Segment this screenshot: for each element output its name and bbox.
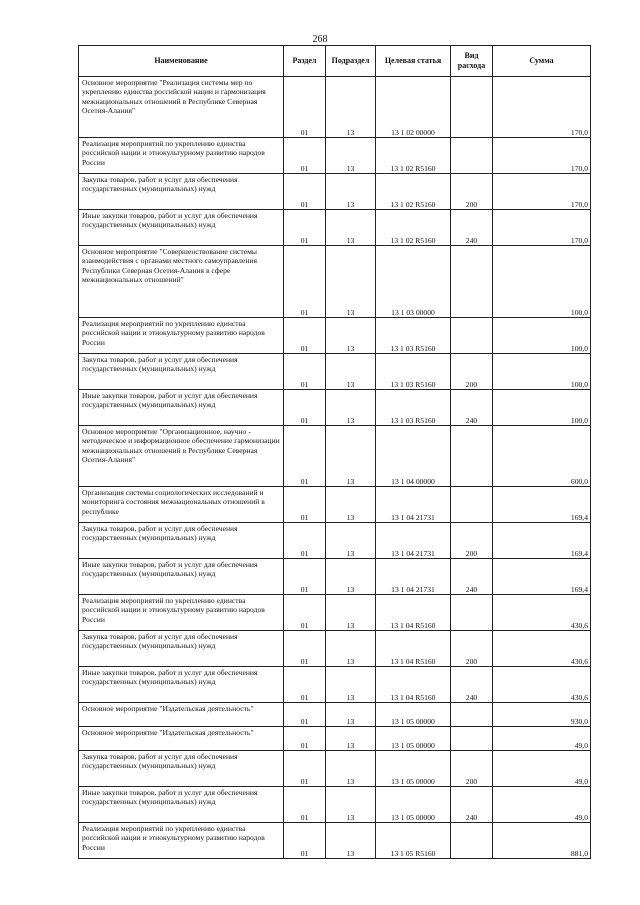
- row-section-cell: 01: [284, 631, 326, 667]
- column-header-expense: Вид расхода: [451, 46, 493, 77]
- row-subsection-cell: 13: [326, 667, 376, 703]
- row-article-cell: 13 1 05 00000: [376, 703, 451, 727]
- row-expense-cell: 200: [451, 354, 493, 390]
- table-row: [79, 390, 591, 426]
- column-header-section: Раздел: [284, 46, 326, 77]
- row-article-cell: 13 1 04 21731: [376, 559, 451, 595]
- row-subsection-cell: 13: [326, 787, 376, 823]
- column-header-subsection: Подраздел: [326, 46, 376, 77]
- column-header-name: Наименование: [79, 46, 284, 77]
- row-article-cell: 13 1 02 R5160: [376, 210, 451, 246]
- table-row: [79, 487, 591, 523]
- row-sum-cell: 49,0: [493, 727, 591, 751]
- row-section-cell: 01: [284, 751, 326, 787]
- row-section-cell: 01: [284, 667, 326, 703]
- row-expense-cell: [451, 595, 493, 631]
- row-expense-cell: 240: [451, 787, 493, 823]
- row-sum-cell: 169,4: [493, 487, 591, 523]
- table-row: [79, 751, 591, 787]
- row-subsection-cell: 13: [326, 390, 376, 426]
- row-expense-cell: [451, 727, 493, 751]
- row-expense-cell: [451, 426, 493, 487]
- row-expense-cell: [451, 318, 493, 354]
- row-subsection-cell: 13: [326, 703, 376, 727]
- row-sum-cell: 430,6: [493, 631, 591, 667]
- row-article-cell: 13 1 05 00000: [376, 727, 451, 751]
- row-article-cell: 13 1 03 R5160: [376, 390, 451, 426]
- row-sum-cell: 930,0: [493, 703, 591, 727]
- row-section-cell: 01: [284, 77, 326, 138]
- row-name-cell: Иные закупки товаров, работ и услуг для обеспечения государственных (муниципальных) нужд: [79, 559, 284, 595]
- row-name-cell: Закупка товаров, работ и услуг для обеспечения государственных (муниципальных) нужд: [79, 523, 284, 559]
- row-sum-cell: 169,4: [493, 559, 591, 595]
- row-section-cell: 01: [284, 559, 326, 595]
- row-name-cell: Иные закупки товаров, работ и услуг для обеспечения государственных (муниципальных) нужд: [79, 210, 284, 246]
- row-expense-cell: 200: [451, 631, 493, 667]
- row-subsection-cell: 13: [326, 426, 376, 487]
- row-article-cell: 13 1 04 R5160: [376, 667, 451, 703]
- table-row: [79, 823, 591, 859]
- column-header-article: Целевая статья: [376, 46, 451, 77]
- row-article-cell: 13 1 03 R5160: [376, 354, 451, 390]
- row-section-cell: 01: [284, 174, 326, 210]
- row-name-cell: Основное мероприятие "Реализация системы мер по укреплению единства российской нации и гармонизация межнациональных отношений в Республике Северная Осетия-Алания": [79, 77, 284, 138]
- row-section-cell: 01: [284, 727, 326, 751]
- row-sum-cell: 430,6: [493, 595, 591, 631]
- row-section-cell: 01: [284, 354, 326, 390]
- row-section-cell: 01: [284, 318, 326, 354]
- row-sum-cell: 49,0: [493, 787, 591, 823]
- table-row: [79, 174, 591, 210]
- row-name-cell: Закупка товаров, работ и услуг для обеспечения государственных (муниципальных) нужд: [79, 354, 284, 390]
- row-expense-cell: 200: [451, 174, 493, 210]
- row-section-cell: 01: [284, 487, 326, 523]
- table-row: [79, 77, 591, 138]
- row-subsection-cell: 13: [326, 595, 376, 631]
- row-name-cell: Закупка товаров, работ и услуг для обеспечения государственных (муниципальных) нужд: [79, 174, 284, 210]
- table-row: [79, 354, 591, 390]
- row-section-cell: 01: [284, 787, 326, 823]
- row-sum-cell: 100,0: [493, 318, 591, 354]
- row-sum-cell: 170,0: [493, 138, 591, 174]
- table-header-row: [79, 46, 591, 77]
- row-sum-cell: 169,4: [493, 523, 591, 559]
- row-sum-cell: 49,0: [493, 751, 591, 787]
- row-name-cell: Реализация мероприятий по укреплению единства российской нации и этнокультурному развитию народов России: [79, 318, 284, 354]
- row-article-cell: 13 1 04 R5160: [376, 631, 451, 667]
- page-number: 268: [312, 34, 328, 45]
- row-name-cell: Закупка товаров, работ и услуг для обеспечения государственных (муниципальных) нужд: [79, 751, 284, 787]
- row-subsection-cell: 13: [326, 523, 376, 559]
- row-expense-cell: [451, 77, 493, 138]
- row-sum-cell: 170,0: [493, 174, 591, 210]
- row-name-cell: Основное мероприятие "Издательская деятельность": [79, 703, 284, 727]
- table-row: [79, 595, 591, 631]
- row-subsection-cell: 13: [326, 751, 376, 787]
- row-subsection-cell: 13: [326, 631, 376, 667]
- row-subsection-cell: 13: [326, 138, 376, 174]
- row-section-cell: 01: [284, 703, 326, 727]
- row-expense-cell: [451, 703, 493, 727]
- table-row: [79, 318, 591, 354]
- table-row: [79, 523, 591, 559]
- table-row: [79, 667, 591, 703]
- row-sum-cell: 100,0: [493, 354, 591, 390]
- table-row: [79, 210, 591, 246]
- row-article-cell: 13 1 05 00000: [376, 787, 451, 823]
- row-name-cell: Иные закупки товаров, работ и услуг для обеспечения государственных (муниципальных) нужд: [79, 390, 284, 426]
- row-name-cell: Основное мероприятие "Издательская деятельность": [79, 727, 284, 751]
- row-section-cell: 01: [284, 390, 326, 426]
- row-name-cell: Закупка товаров, работ и услуг для обеспечения государственных (муниципальных) нужд: [79, 631, 284, 667]
- row-article-cell: 13 1 02 00000: [376, 77, 451, 138]
- row-subsection-cell: 13: [326, 354, 376, 390]
- row-sum-cell: 100,0: [493, 246, 591, 318]
- row-subsection-cell: 13: [326, 559, 376, 595]
- column-header-sum: Сумма: [493, 46, 591, 77]
- row-article-cell: 13 1 03 R5160: [376, 318, 451, 354]
- table-row: [79, 631, 591, 667]
- row-article-cell: 13 1 05 00000: [376, 751, 451, 787]
- row-article-cell: 13 1 02 R5160: [376, 138, 451, 174]
- row-subsection-cell: 13: [326, 246, 376, 318]
- row-article-cell: 13 1 04 R5160: [376, 595, 451, 631]
- row-section-cell: 01: [284, 210, 326, 246]
- row-article-cell: 13 1 05 R5160: [376, 823, 451, 859]
- row-expense-cell: 200: [451, 523, 493, 559]
- row-section-cell: 01: [284, 246, 326, 318]
- row-section-cell: 01: [284, 595, 326, 631]
- row-article-cell: 13 1 04 21731: [376, 523, 451, 559]
- row-expense-cell: 240: [451, 559, 493, 595]
- row-name-cell: Основное мероприятие "Совершенствование системы взаимодействия с органами местного самоуправления Республики Северная Осетия-Алания в сфере межнациональных отношений": [79, 246, 284, 318]
- row-article-cell: 13 1 04 00000: [376, 426, 451, 487]
- table-row: [79, 138, 591, 174]
- row-sum-cell: 881,0: [493, 823, 591, 859]
- row-subsection-cell: 13: [326, 210, 376, 246]
- row-sum-cell: 170,0: [493, 210, 591, 246]
- budget-table: [78, 45, 591, 859]
- row-expense-cell: [451, 138, 493, 174]
- row-section-cell: 01: [284, 523, 326, 559]
- row-section-cell: 01: [284, 823, 326, 859]
- row-name-cell: Организация системы социологических исследований и мониторинга состояния межнациональных отношений в республике: [79, 487, 284, 523]
- table-row: [79, 559, 591, 595]
- row-section-cell: 01: [284, 426, 326, 487]
- row-sum-cell: 100,0: [493, 390, 591, 426]
- table-row: [79, 787, 591, 823]
- row-section-cell: 01: [284, 138, 326, 174]
- row-expense-cell: 240: [451, 390, 493, 426]
- table-row: [79, 703, 591, 727]
- row-sum-cell: 170,0: [493, 77, 591, 138]
- row-sum-cell: 430,6: [493, 667, 591, 703]
- row-expense-cell: [451, 487, 493, 523]
- row-name-cell: Реализация мероприятий по укреплению единства российской нации и этнокультурному развитию народов России: [79, 823, 284, 859]
- row-expense-cell: [451, 823, 493, 859]
- row-name-cell: Основное мероприятие "Организационное, научно - методическое и информационное обеспечение гармонизации межнациональных отношений в Республике Северная Осетия-Алания": [79, 426, 284, 487]
- row-subsection-cell: 13: [326, 727, 376, 751]
- row-subsection-cell: 13: [326, 77, 376, 138]
- row-subsection-cell: 13: [326, 823, 376, 859]
- row-article-cell: 13 1 04 21731: [376, 487, 451, 523]
- table-row: [79, 426, 591, 487]
- row-name-cell: Реализация мероприятий по укреплению единства российской нации и этнокультурному развитию народов России: [79, 595, 284, 631]
- row-expense-cell: 200: [451, 751, 493, 787]
- row-expense-cell: 240: [451, 667, 493, 703]
- row-sum-cell: 600,0: [493, 426, 591, 487]
- row-article-cell: 13 1 03 00000: [376, 246, 451, 318]
- table-row: [79, 246, 591, 318]
- row-subsection-cell: 13: [326, 318, 376, 354]
- row-subsection-cell: 13: [326, 487, 376, 523]
- table-row: [79, 727, 591, 751]
- row-name-cell: Иные закупки товаров, работ и услуг для обеспечения государственных (муниципальных) нужд: [79, 787, 284, 823]
- row-expense-cell: 240: [451, 210, 493, 246]
- row-name-cell: Реализация мероприятий по укреплению единства российской нации и этнокультурному развитию народов России: [79, 138, 284, 174]
- row-name-cell: Иные закупки товаров, работ и услуг для обеспечения государственных (муниципальных) нужд: [79, 667, 284, 703]
- row-article-cell: 13 1 02 R5160: [376, 174, 451, 210]
- row-subsection-cell: 13: [326, 174, 376, 210]
- row-expense-cell: [451, 246, 493, 318]
